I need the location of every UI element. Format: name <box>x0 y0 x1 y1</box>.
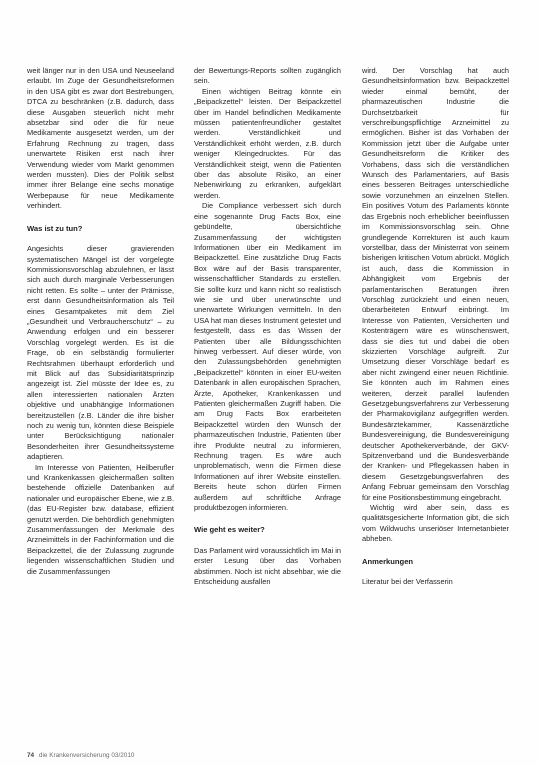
paragraph: Das Parlament wird voraussichtlich im Mai in erster Lesung über das Vorhaben abstimmen. Noch ist nicht absehbar, wie die Entscheidung ausfallen <box>194 545 341 587</box>
page-number: 74 <box>27 752 35 759</box>
paragraph: wird. Der Vorschlag hat auch Gesundheitsinformation bzw. Beipackzettel wieder einmal bemüht, der pharmazeutischen Industrie die Durchsetzbarkeit für verschreibungspflichtige Arzneimittel zu ermöglichen. Bisher ist das Vorhaben der Kommission jetzt über die Aufgabe unter Gesundheitsreform die Kritiker des Vorhabens, dass sich die verständlichen Wunsch des Parlamentariers, auf Basis eines besseren Beitrages unterschiedliche sowie vorzunehmen an einzelnen Stellen. Ein positives Votum des Parlaments könnte das Ergebnis noch erheblicher beeinflussen im Kommissionsvorschlag sein. Ohne grundlegende Korrekturen ist auch kaum vorstellbar, dass der Ministerrat von seinem bisherigen kritischen Votum abrückt. Möglich ist auch, dass die Kommission in Abhängigkeit vom Ergebnis der parlamentarischen Beratungen ihren Vorschlag zurückzieht und einen neuen, überarbeiteten Entwurf einbringt. Im Interesse von Patienten, Versicherten und Kostenträgern wäre es wünschenswert, dass sie dies tut und dabei die oben skizzierten Vorschläge aufgreift. Zur Umsetzung dieser Vorschläge bedarf es aber nicht zwingend einer neuen Richtlinie. Sie könnten auch im Rahmen eines weiteren, derzeit parallel laufenden Gesetzgebungsverfahrens zur Verbesserung der Pharmakovigilanz aufgegriffen werden. Bundesärztekammer, Kassenärztliche Bundesvereinigung, die Bundesvereinigung deutscher Apothekerverbände, der GKV-Spitzenverband und die Bundesverbände der Kranken- und Pflegekassen haben in diesem Gesetzgebungsverfahren des Anfang Februar gemeinsam den Vorschlag für eine Positionsbestimmung eingebracht. <box>362 66 509 502</box>
page-footer <box>27 752 134 760</box>
paragraph: Einen wichtigen Beitrag könnte ein „Beipackzettel“ leisten. Der Beipackzettel über im Handel befindlichen Medikamente müssen patientenfreundlicher gestaltet werden. Verständlichkeit und Verständlichkeit erhöht werden, z.B. durch weniger Kleingedrucktes. Für das Verständlichkeit steigt, wenn die Patienten über das absolute Risiko, an einer Nebenwirkung zu erkranken, aufgeklärt werden. <box>194 86 341 200</box>
paragraph: Angesichts dieser gravierenden systematischen Mängel ist der vorgelegte Kommissionsvorschlag abzulehnen, er lässt sich auch durch marginale Verbesserungen nicht retten. Es sollte – unter der Prämisse, erst dann Gesundheitsinformation als Teil eines Gesamtpaketes mit dem Ziel „Gesundheit und Verbraucherschutz“ – zu Anwendung erfolgen und ein besserer Vorschlag vorgelegt werden. Es ist die Frage, ob ein selbständig formulierter Rechtsrahmen überhaupt erforderlich und mit Blick auf das Subsidiaritätsprinzip angezeigt ist. Ziel müsste der Idee es, zu allen interessierten nationalen Ärzten objektive und unabhängige Informationen bereitzustellen (z.B. Länder die ihre bisher noch zu wenig tun, könnten diese Beispiele unter Berücksichtigung nationaler Besonderheiten ihrer Gesundheitssysteme adaptieren. <box>27 244 174 462</box>
text-column-1 <box>27 66 174 577</box>
publication-name: die Krankenversicherung 03/2010 <box>38 752 135 759</box>
paragraph: Die Compliance verbessert sich durch eine sogenannte Drug Facts Box, eine gebündelte, übersichtliche Zusammenfassung der wichtigsten Informationen über ein Medikament im Beipackzettel. Eine zusätzliche Drug Facts Box wäre auf der Basis transparenter, wissenschaftlicher Standards zu erstellen. Sie sollte kurz und kann nicht so realistisch wie sie und über unerwünschte und unerwartete Wirkungen vermitteln. In den USA hat man dieses Instrument getestet und festgestellt, dass es das Wissen der Patienten über alle Bildungsschichten hinweg verbessert. Auf dieser würde, von den Zulassungsbehörden genehmigten „Beipackzettel“ könnten in einer EU-weiten Datenbank in allen europäischen Sprachen, Ärzte, Apotheker, Krankenkassen und Patienten gleichermaßen Zugriff haben. Die am Drug Facts Box erarbeiteten Beipackzettel würden den Wunsch der pharmazeutischen Industrie, Patienten über ihre Produkte neutral zu informieren, Rechnung tragen. Es wäre auch unproblematisch, wenn die Firmen diese Informationen auf ihrer Website einstellen. Bereits heute schon dürfen Firmen außerdem auf schriftliche Anfrage produktbezogen informieren. <box>194 201 341 513</box>
text-column-2 <box>194 66 341 588</box>
footnote-text: Literatur bei der Verfasserin <box>362 577 453 587</box>
paragraph: weit länger nur in den USA und Neuseeland erlaubt. Im Zuge der Gesundheitsreformen in den USA gibt es zwar dort Bestrebungen, DTCA zu beschränken (z.B. dadurch, dass diese Ausgaben steuerlich nicht mehr absetzbar sind oder die für neue Medikamente ausgesetzt werden, um der Erfahrung Rechnung zu tragen, dass unerwartete Risiken erst nach ihrer Verwendung wieder vom Markt genommen werden mussten). Dies der Politik selbst immer ihrer Belange eine sechs monatige Werbepause für neue Medikamente verhindert. <box>27 66 174 211</box>
text-column-3 <box>362 66 509 588</box>
paragraph: Wichtig wird aber sein, dass es qualitätsgesicherte Information gibt, die sich vom Wildwuchs unseriöser Internetanbieter abheben. <box>362 503 509 544</box>
section-heading: Anmerkungen <box>362 556 414 566</box>
section-heading: Wie geht es weiter? <box>194 525 265 535</box>
paragraph: der Bewertungs-Reports sollten zugänglich sein. <box>194 66 341 86</box>
section-heading: Was ist zu tun? <box>27 223 83 233</box>
paragraph: Im Interesse von Patienten, Heilberufler und Krankenkassen gleichermaßen sollten bestehende offizielle Datenbanken auf nationaler und europäischer Ebene, wie z.B. (das EU-Register bzw. database, effizient genutzt werden. Die behördlich genehmigten Zusammenfassungen der Merkmale des Arzneimittels in der Fachinformation und die Beipackzettel, die der Zulassung zugrunde liegenden wissenschaftlichen Studien und die Zusammenfassungen <box>27 462 174 576</box>
